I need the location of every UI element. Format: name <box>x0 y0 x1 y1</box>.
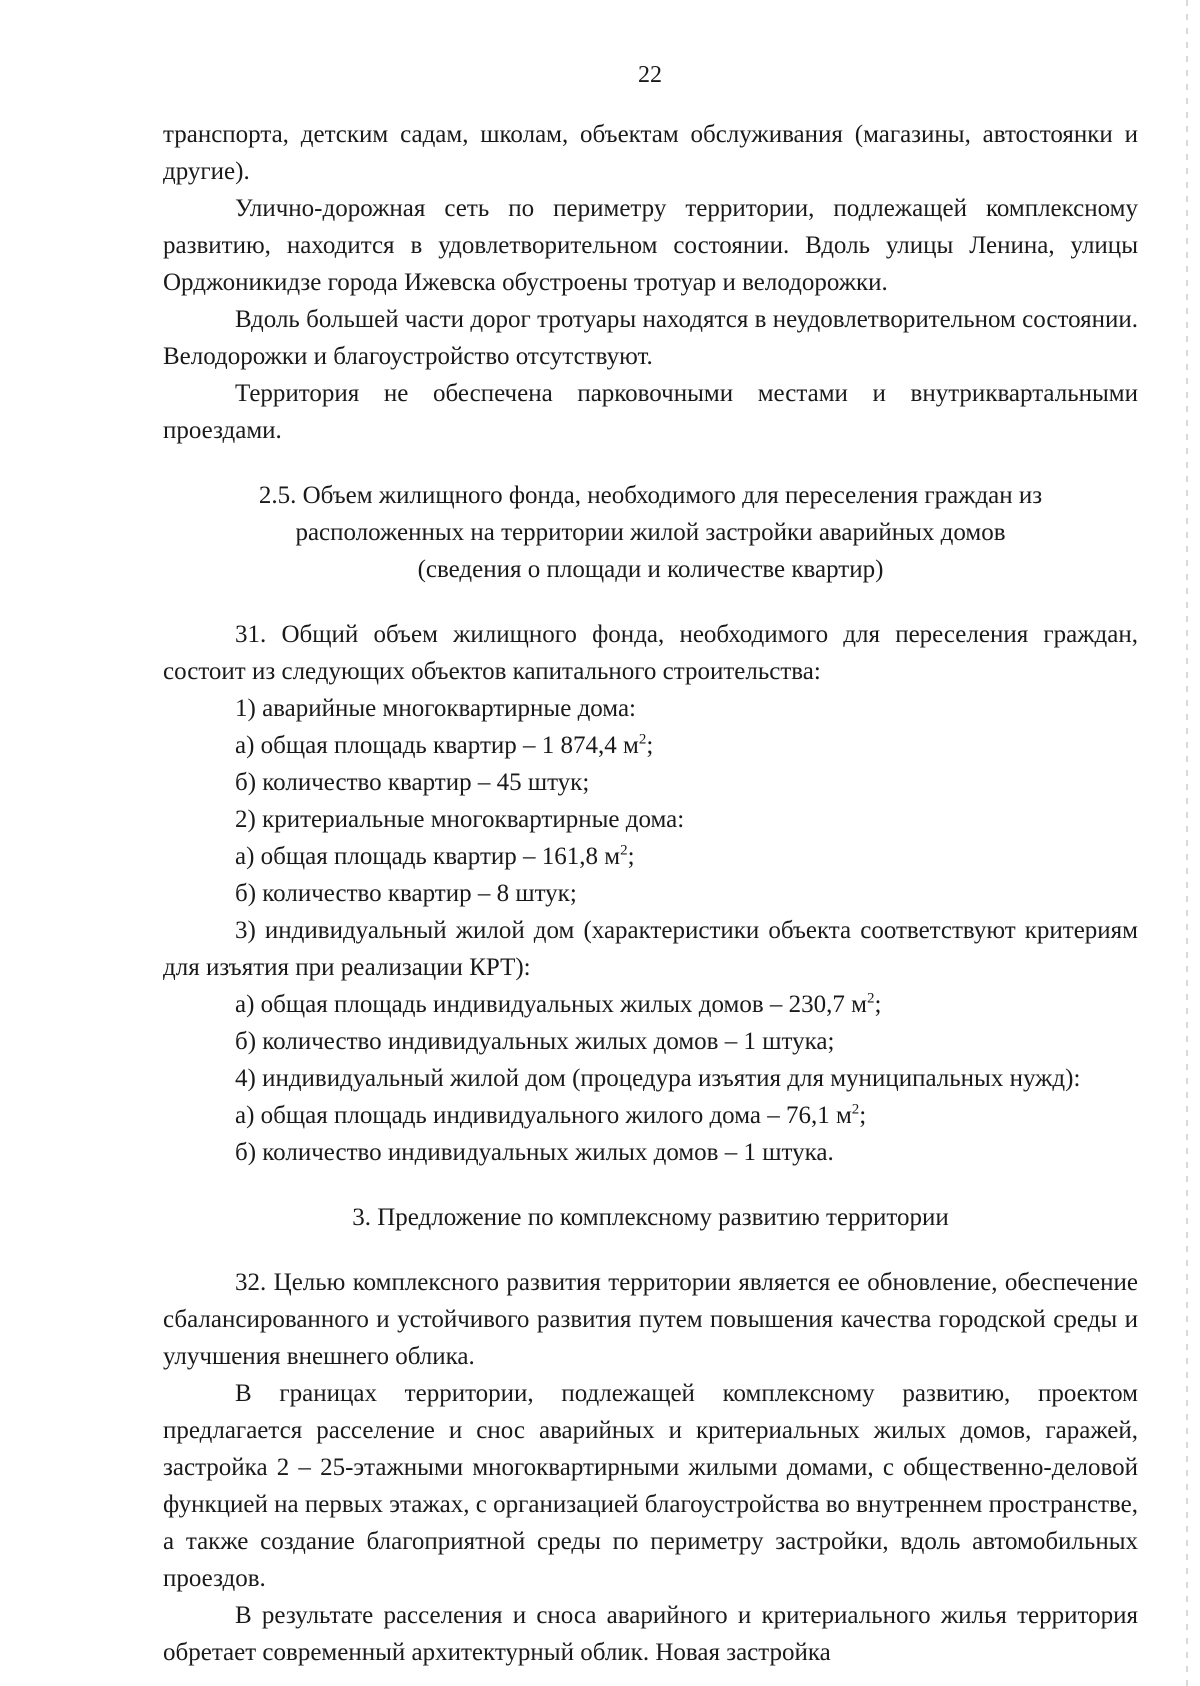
paragraph-parking: Территория не обеспечена парковочными местами и внутриквартальными проездами. <box>163 380 1138 444</box>
heading-line-1: 2.5. Объем жилищного фонда, необходимого для переселения граждан из <box>258 482 1043 509</box>
paragraph-road-network: Улично-дорожная сеть по периметру территории, подлежащей комплексному развитию, находится в удовлетворительном состоянии. Вдоль улицы Ленина, улицы Орджоникидзе города Ижевска обустроены тротуар и велодорожки. <box>163 195 1138 296</box>
list-item-4a: а) общая площадь индивидуального жилого дома – 76,1 $м^2$; <box>235 1101 867 1129</box>
paragraph-continuation: транспорта, детским садам, школам, объектам обслуживания (магазины, автостоянки и другие). <box>163 121 1138 185</box>
list-item-2b: б) количество квартир – 8 штук; <box>235 880 577 907</box>
list-item-4b: б) количество индивидуальных жилых домов – 1 штука. <box>235 1139 834 1166</box>
list-item-1b: б) количество квартир – 45 штук; <box>235 769 590 796</box>
section-heading-3: 3. Предложение по комплексному развитию территории <box>352 1204 949 1231</box>
scan-edge-marks <box>1186 0 1188 1686</box>
heading-line-2: расположенных на территории жилой застройки аварийных домов <box>295 519 1006 546</box>
list-item-3b: б) количество индивидуальных жилых домов – 1 штука; <box>235 1028 835 1055</box>
section-heading-2-5 <box>163 477 1138 588</box>
paragraph-result: В результате расселения и сноса аварийного и критериального жилья территория обретает современный архитектурный облик. Новая застройка <box>163 1602 1138 1666</box>
paragraph-item-32: 32. Целью комплексного развития территории является ее обновление, обеспечение сбалансированного и устойчивого развития путем повышения качества городской среды и улучшения внешнего облика. <box>163 1269 1138 1370</box>
page-number: 22 <box>638 62 662 88</box>
item-31-intro: 31. Общий объем жилищного фонда, необходимого для переселения граждан, состоит из следующих объектов капитального строительства: <box>163 621 1138 685</box>
list-item-2: 2) критериальные многоквартирные дома: <box>235 806 685 833</box>
paragraph-project-proposal: В границах территории, подлежащей комплексному развитию, проектом предлагается расселение и снос аварийных и критериальных жилых домов, гаражей, застройка 2 – 25-этажными многоквартирными жилыми домами, с общественно-деловой функцией на первых этажах, с организацией благоустройства во внутреннем пространстве, а также создание благоприятной среды по периметру застройки, вдоль автомобильных проездов. <box>163 1380 1138 1592</box>
list-item-2a: а) общая площадь квартир – 161,8 $м^2$; <box>235 842 635 870</box>
list-item-4: 4) индивидуальный жилой дом (процедура изъятия для муниципальных нужд): <box>235 1065 1081 1092</box>
paragraph-sidewalks: Вдоль большей части дорог тротуары находятся в неудовлетворительном состоянии. Велодорожки и благоустройство отсутствуют. <box>163 306 1138 370</box>
document-body <box>163 116 1138 1671</box>
list-item-1: 1) аварийные многоквартирные дома: <box>235 695 637 722</box>
list-item-1a: а) общая площадь квартир – 1 874,4 $м^2$; <box>235 731 654 759</box>
list-item-3: 3) индивидуальный жилой дом (характеристики объекта соответствуют критериям для изъятия при реализации КРТ): <box>163 917 1138 981</box>
heading-line-3: (сведения о площади и количестве квартир) <box>417 556 884 583</box>
list-item-3a: а) общая площадь индивидуальных жилых домов – 230,7 $м^2$; <box>235 990 882 1018</box>
